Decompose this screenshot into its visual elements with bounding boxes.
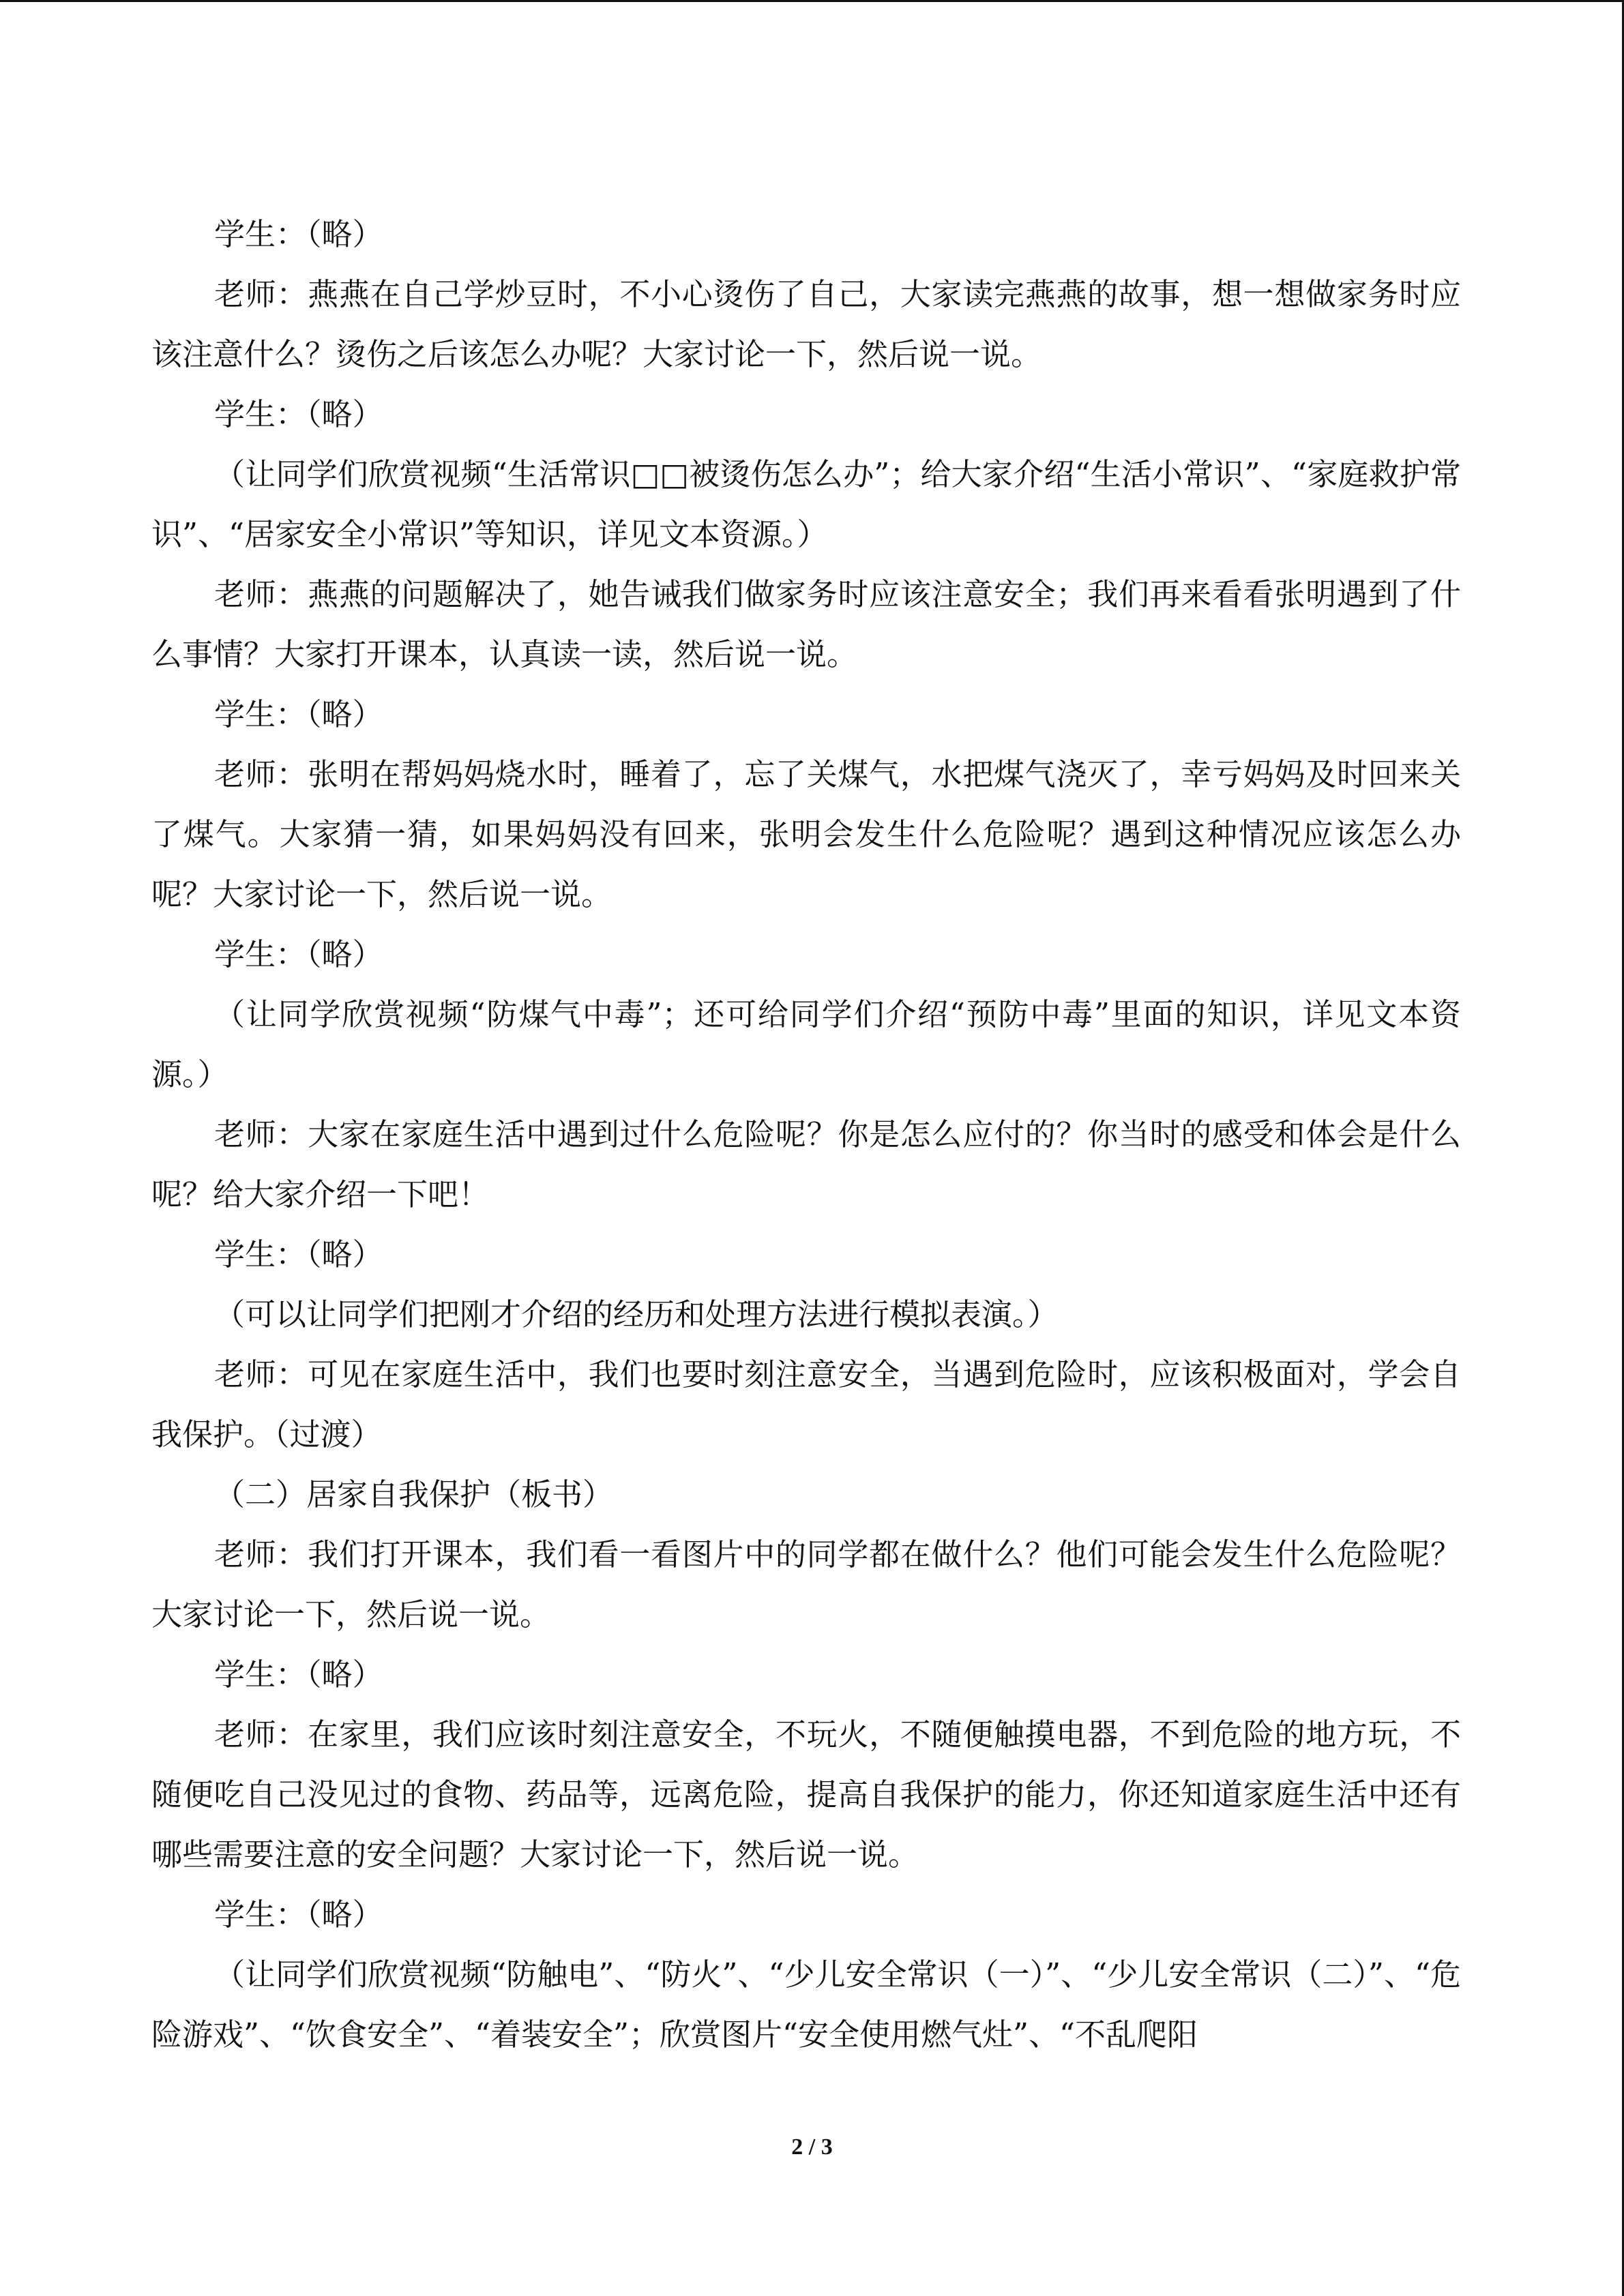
paragraph-teacher: 老师：在家里，我们应该时刻注意安全，不玩火，不随便触摸电器，不到危险的地方玩，不随便吃自己没见过的食物、药品等，远离危险，提高自我保护的能力，你还知道家庭生活中还有哪些需要注意的安全问题？大家讨论一下，然后说一说。 <box>151 1716 1461 1873</box>
paragraph-student-reply: 学生：（略） <box>214 1236 383 1272</box>
document-body <box>151 205 1461 2065</box>
paragraph-teacher: 老师：我们打开课本，我们看一看图片中的同学都在做什么？他们可能会发生什么危险呢？大家讨论一下，然后说一说。 <box>151 1536 1461 1632</box>
paragraph-teacher: 老师：燕燕在自己学炒豆时，不小心烫伤了自己，大家读完燕燕的故事，想一想做家务时应该注意什么？烫伤之后该怎么办呢？大家讨论一下，然后说一说。 <box>151 276 1461 372</box>
page-number: 2 / 3 <box>791 2134 833 2160</box>
paragraph-student-reply: 学生：（略） <box>214 1656 383 1693</box>
paragraph-teacher: 老师：张明在帮妈妈烧水时，睡着了，忘了关煤气，水把煤气浇灭了，幸亏妈妈及时回来关了煤气。大家猜一猜，如果妈妈没有回来，张明会发生什么危险呢？遇到这种情况应该怎么办呢？大家讨论一下，然后说一说。 <box>151 756 1461 912</box>
paragraph-student-reply: 学生：（略） <box>214 1896 383 1933</box>
paragraph-student-reply: 学生：（略） <box>214 216 383 252</box>
paragraph-teacher: 老师：可见在家庭生活中，我们也要时刻注意安全，当遇到危险时，应该积极面对，学会自我保护。（过渡） <box>151 1356 1461 1452</box>
paragraph-teacher: 老师：燕燕的问题解决了，她告诫我们做家务时应该注意安全；我们再来看看张明遇到了什么事情？大家打开课本，认真读一读，然后说一说。 <box>151 576 1461 672</box>
paragraph-activity-note: （可以让同学们把刚才介绍的经历和处理方法进行模拟表演。） <box>214 1296 1059 1332</box>
paragraph-activity-note: （让同学们欣赏视频“防触电”、“防火”、“少儿安全常识（一）”、“少儿安全常识（二）”、“危险游戏”、“饮食安全”、“着装安全”；欣赏图片“安全使用燃气灶”、“不乱爬阳 <box>151 1956 1461 2053</box>
paragraph-student-reply: 学生：（略） <box>214 696 383 732</box>
paragraph-teacher: 老师：大家在家庭生活中遇到过什么危险呢？你是怎么应付的？你当时的感受和体会是什么呢？给大家介绍一下吧！ <box>151 1116 1461 1212</box>
paragraph-student-reply: 学生：（略） <box>214 396 383 432</box>
paragraph-student-reply: 学生：（略） <box>214 936 383 972</box>
section-heading: （二）居家自我保护（板书） <box>214 1476 614 1512</box>
paragraph-activity-note: （让同学欣赏视频“防煤气中毒”；还可给同学们介绍“预防中毒”里面的知识，详见文本资源。） <box>151 996 1461 1092</box>
paragraph-activity-note: （让同学们欣赏视频“生活常识□□被烫伤怎么办”；给大家介绍“生活小常识”、“家庭救护常识”、“居家安全小常识”等知识，详见文本资源。） <box>151 456 1461 552</box>
